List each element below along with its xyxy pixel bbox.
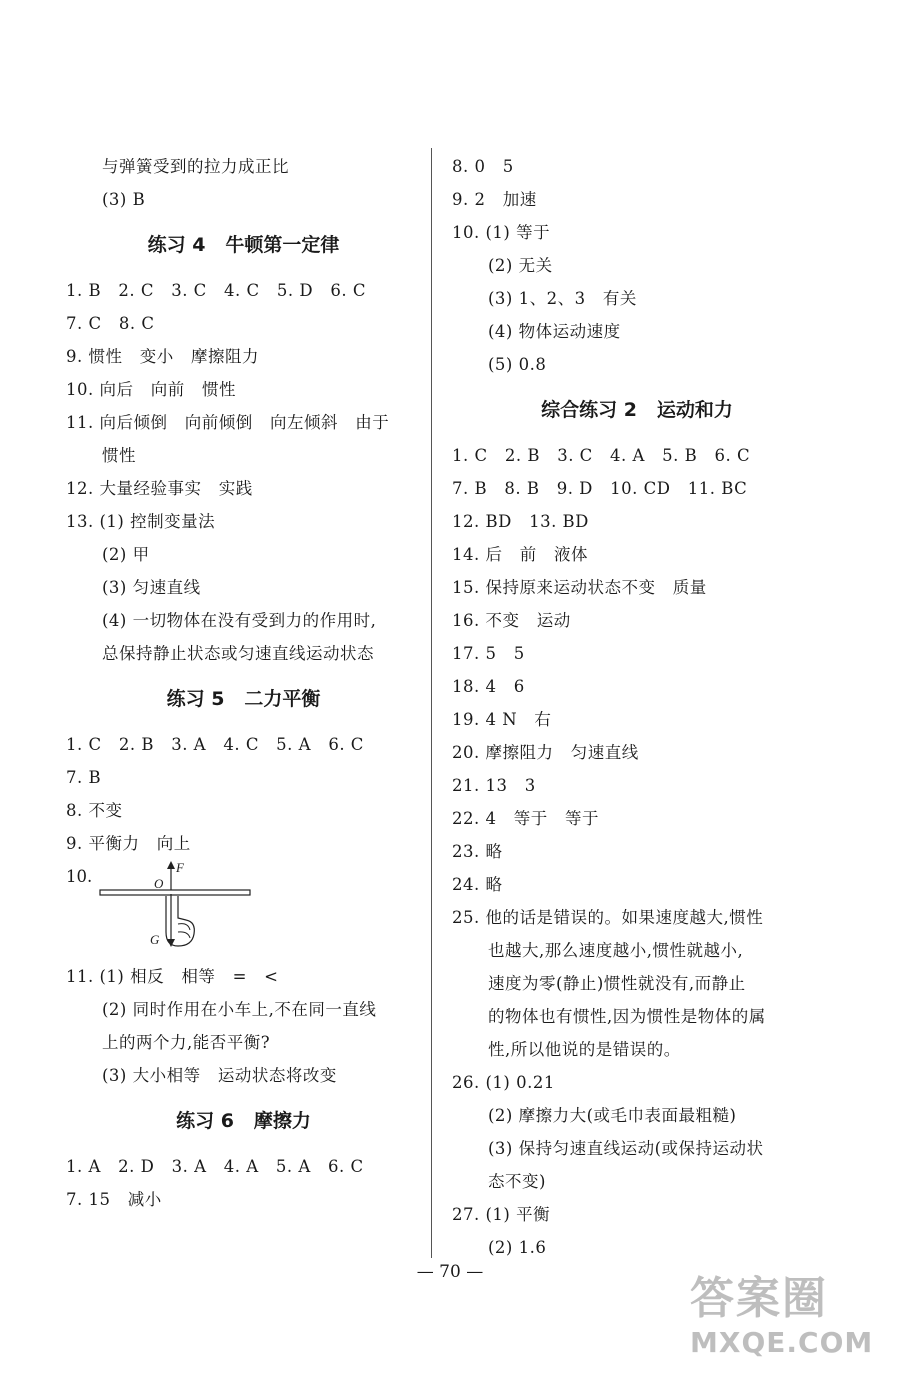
answer-line: (2) 甲 bbox=[102, 545, 150, 564]
answer-line: 态不变) bbox=[488, 1172, 546, 1191]
answer-line: 9. 惯性 变小 摩擦阻力 bbox=[66, 347, 259, 366]
answer-line: 27. (1) 平衡 bbox=[452, 1205, 551, 1224]
force-arrowhead-up bbox=[167, 861, 175, 869]
answer-line: 8. 不变 bbox=[66, 801, 123, 820]
answer-line: 21. 13 3 bbox=[452, 776, 536, 795]
answer-line: 也越大,那么速度越小,惯性就越小, bbox=[488, 941, 744, 960]
answer-line: 1. C 2. B 3. C 4. A 5. B 6. C bbox=[452, 446, 751, 465]
hand-outline bbox=[166, 896, 194, 946]
page-number: — 70 — bbox=[416, 1262, 484, 1282]
answer-line: (3) 匀速直线 bbox=[102, 578, 201, 597]
answer-line: 1. C 2. B 3. A 4. C 5. A 6. C bbox=[66, 735, 364, 754]
answer-line: 24. 略 bbox=[452, 875, 503, 894]
answer-line: 16. 不变 运动 bbox=[452, 611, 571, 630]
answer-line: (2) 1.6 bbox=[488, 1238, 547, 1257]
answer-line: 9. 平衡力 向上 bbox=[66, 834, 191, 853]
answer-line: 20. 摩擦阻力 匀速直线 bbox=[452, 743, 639, 762]
rod bbox=[100, 890, 250, 895]
answer-line: (4) 物体运动速度 bbox=[488, 322, 621, 341]
left-column bbox=[66, 150, 421, 1216]
answer-line: (2) 同时作用在小车上,不在同一直线 bbox=[102, 1000, 377, 1019]
answer-line: 17. 5 5 bbox=[452, 644, 525, 663]
answer-line: 1. A 2. D 3. A 4. A 5. A 6. C bbox=[66, 1157, 364, 1176]
answer-line: 13. (1) 控制变量法 bbox=[66, 512, 216, 531]
answer-line: 22. 4 等于 等于 bbox=[452, 809, 599, 828]
right-column bbox=[452, 150, 822, 1264]
answer-line: (2) 无关 bbox=[488, 256, 553, 275]
answer-line: 9. 2 加速 bbox=[452, 190, 537, 209]
answer-line: 14. 后 前 液体 bbox=[452, 545, 588, 564]
answer-line: 11. 向后倾倒 向前倾倒 向左倾斜 由于 bbox=[66, 413, 390, 432]
label-o: O bbox=[154, 876, 164, 891]
answer-line: 速度为零(静止)惯性就没有,而静止 bbox=[488, 974, 746, 993]
answer-line: 7. C 8. C bbox=[66, 314, 155, 333]
answer-line: 26. (1) 0.21 bbox=[452, 1073, 555, 1092]
answer-line: 的物体也有惯性,因为惯性是物体的属 bbox=[488, 1007, 766, 1026]
answer-line: 1. B 2. C 3. C 4. C 5. D 6. C bbox=[66, 281, 366, 300]
section-heading: 练习 4 牛顿第一定律 bbox=[147, 234, 340, 256]
answer-line: 与弹簧受到的拉力成正比 bbox=[102, 157, 289, 176]
section-heading: 练习 6 摩擦力 bbox=[176, 1110, 311, 1132]
answer-figure-10 bbox=[66, 860, 421, 960]
label-f: F bbox=[176, 860, 184, 875]
answer-line: 8. 0 5 bbox=[452, 157, 514, 176]
answer-line: 7. 15 减小 bbox=[66, 1190, 162, 1209]
answer-line: (3) B bbox=[102, 190, 146, 209]
label-g: G bbox=[150, 932, 160, 947]
answer-line: 10. 向后 向前 惯性 bbox=[66, 380, 236, 399]
answer-line: 25. 他的话是错误的。如果速度越大,惯性 bbox=[452, 908, 764, 927]
watermark-logo: 答案圈 MXQE.COM bbox=[690, 1273, 874, 1359]
answer-number: 10. bbox=[66, 867, 93, 886]
answer-line: 10. (1) 等于 bbox=[452, 223, 551, 242]
answer-line: 19. 4 N 右 bbox=[452, 710, 552, 729]
answer-line: (3) 1、2、3 有关 bbox=[488, 289, 637, 308]
force-diagram bbox=[96, 860, 256, 960]
answer-line: 性,所以他说的是错误的。 bbox=[488, 1040, 681, 1059]
answer-line: 7. B 8. B 9. D 10. CD 11. BC bbox=[452, 479, 748, 498]
hand-fold-2 bbox=[178, 932, 190, 938]
column-divider bbox=[431, 148, 432, 1258]
answer-line: 12. BD 13. BD bbox=[452, 512, 589, 531]
section-heading: 综合练习 2 运动和力 bbox=[541, 399, 733, 421]
answer-line: 上的两个力,能否平衡? bbox=[102, 1033, 271, 1052]
answer-line: (3) 大小相等 运动状态将改变 bbox=[102, 1066, 337, 1085]
answer-line: (4) 一切物体在没有受到力的作用时, bbox=[102, 611, 377, 630]
answer-line: 总保持静止状态或匀速直线运动状态 bbox=[102, 644, 374, 663]
answer-line: (3) 保持匀速直线运动(或保持运动状 bbox=[488, 1139, 764, 1158]
section-heading: 练习 5 二力平衡 bbox=[166, 688, 321, 710]
answer-line: 惯性 bbox=[102, 446, 136, 465]
hand-fold-1 bbox=[178, 924, 190, 930]
answer-line: 12. 大量经验事实 实践 bbox=[66, 479, 253, 498]
answer-line: 15. 保持原来运动状态不变 质量 bbox=[452, 578, 707, 597]
answer-line: 23. 略 bbox=[452, 842, 503, 861]
answer-line: 7. B bbox=[66, 768, 102, 787]
answer-line: 18. 4 6 bbox=[452, 677, 525, 696]
answer-line: (2) 摩擦力大(或毛巾表面最粗糙) bbox=[488, 1106, 737, 1125]
answer-line: 11. (1) 相反 相等 = < bbox=[66, 967, 279, 986]
answer-line: (5) 0.8 bbox=[488, 355, 547, 374]
